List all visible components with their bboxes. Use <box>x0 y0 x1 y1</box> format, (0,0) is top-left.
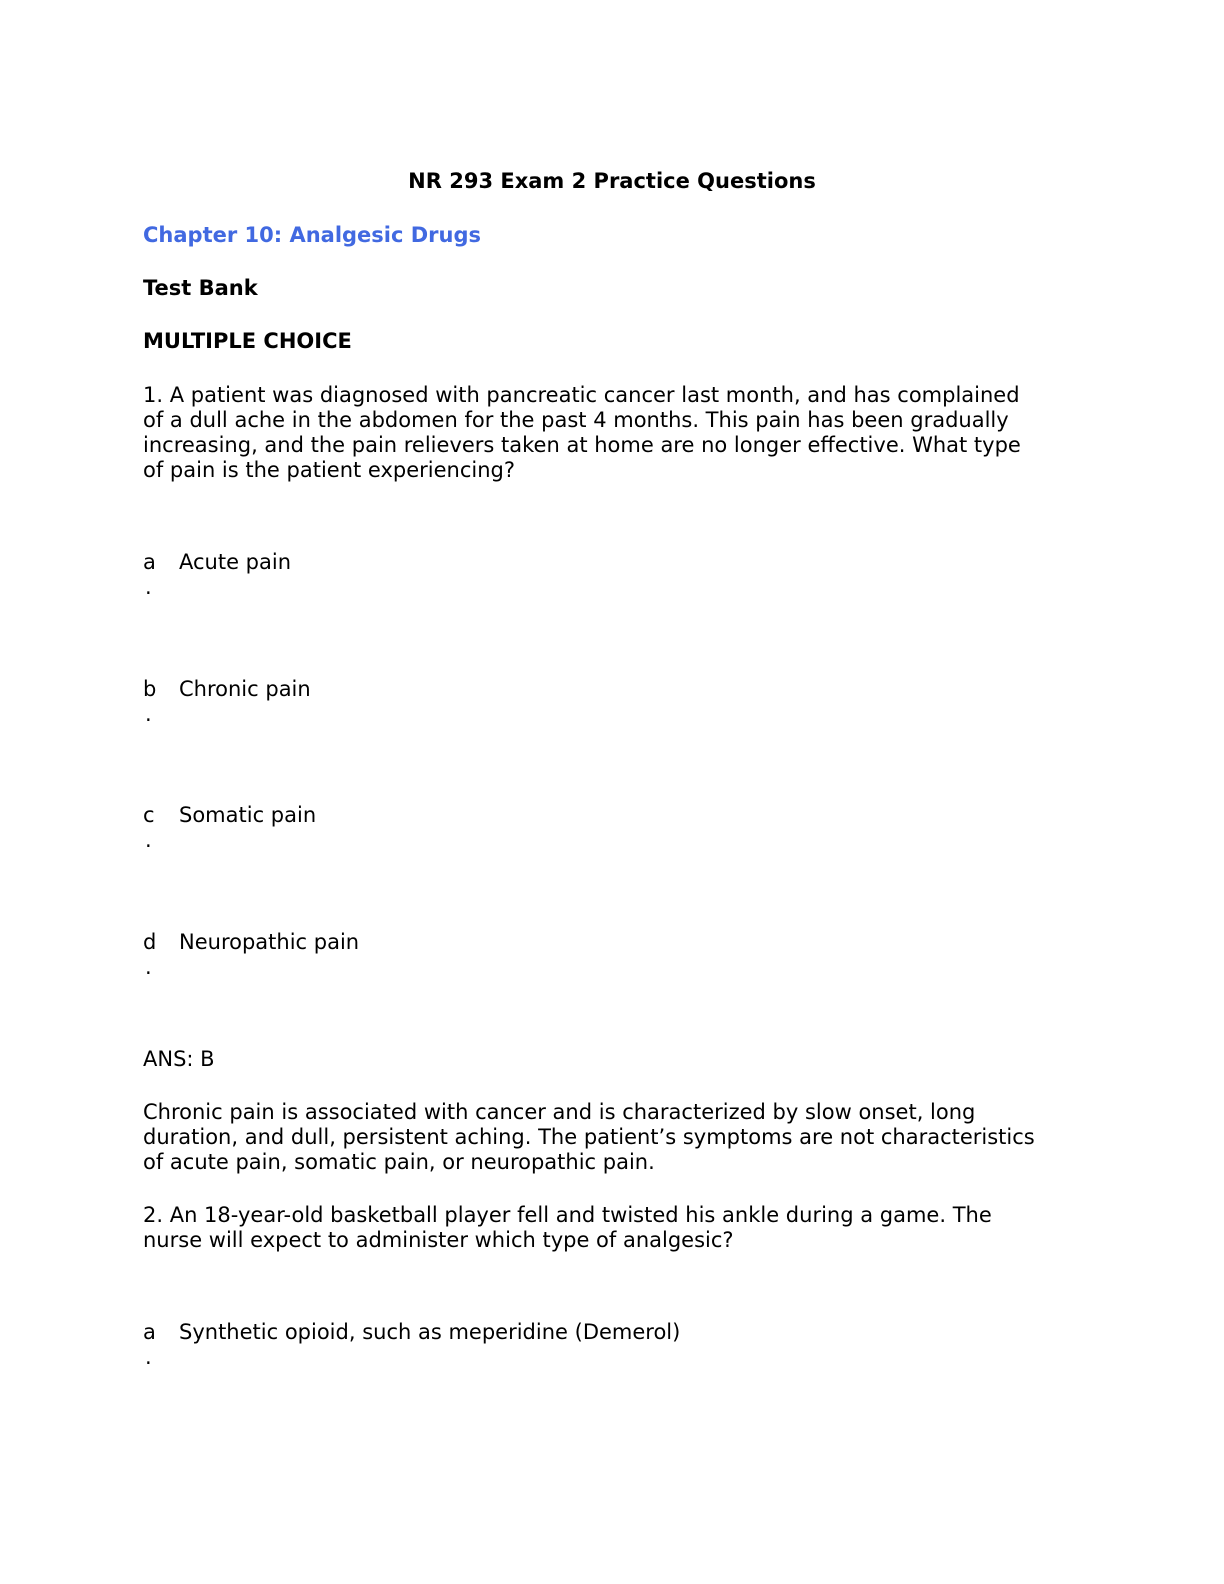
option-text: Acute pain <box>179 550 292 574</box>
chapter-heading: Chapter 10: Analgesic Drugs <box>143 223 482 247</box>
stem-line: of pain is the patient experiencing? <box>143 458 516 482</box>
option-dot: . <box>145 955 152 979</box>
option-letter: c <box>143 803 155 827</box>
stem-line: 2. An 18-year-old basketball player fell and twisted his ankle during a game. The <box>143 1203 992 1227</box>
option-text: Neuropathic pain <box>179 930 360 954</box>
test-bank-heading: Test Bank <box>143 276 258 300</box>
question-1-answer: ANS: B <box>143 1047 215 1071</box>
rationale-line: duration, and dull, persistent aching. The patient’s symptoms are not characteristics <box>143 1125 1035 1149</box>
question-1-rationale <box>143 1100 1083 1175</box>
option-text: Chronic pain <box>179 677 311 701</box>
option-dot: . <box>145 828 152 852</box>
option-letter: a <box>143 1320 156 1344</box>
option-letter: b <box>143 677 157 701</box>
option-letter: a <box>143 550 156 574</box>
stem-line: of a dull ache in the abdomen for the past 4 months. This pain has been gradually <box>143 408 1009 432</box>
stem-line: nurse will expect to administer which type of analgesic? <box>143 1228 734 1252</box>
question-2-stem <box>143 1203 1083 1253</box>
rationale-line: Chronic pain is associated with cancer and is characterized by slow onset, long <box>143 1100 976 1124</box>
stem-line: increasing, and the pain relievers taken at home are no longer effective. What type <box>143 433 1021 457</box>
option-dot: . <box>145 1345 152 1369</box>
option-letter: d <box>143 930 157 954</box>
document-title: NR 293 Exam 2 Practice Questions <box>408 169 816 193</box>
option-text: Synthetic opioid, such as meperidine (Demerol) <box>179 1320 681 1344</box>
section-heading: MULTIPLE CHOICE <box>143 329 352 353</box>
option-dot: . <box>145 575 152 599</box>
stem-line: 1. A patient was diagnosed with pancreatic cancer last month, and has complained <box>143 383 1020 407</box>
rationale-line: of acute pain, somatic pain, or neuropathic pain. <box>143 1150 655 1174</box>
option-dot: . <box>145 702 152 726</box>
option-text: Somatic pain <box>179 803 317 827</box>
question-1-stem <box>143 383 1083 483</box>
